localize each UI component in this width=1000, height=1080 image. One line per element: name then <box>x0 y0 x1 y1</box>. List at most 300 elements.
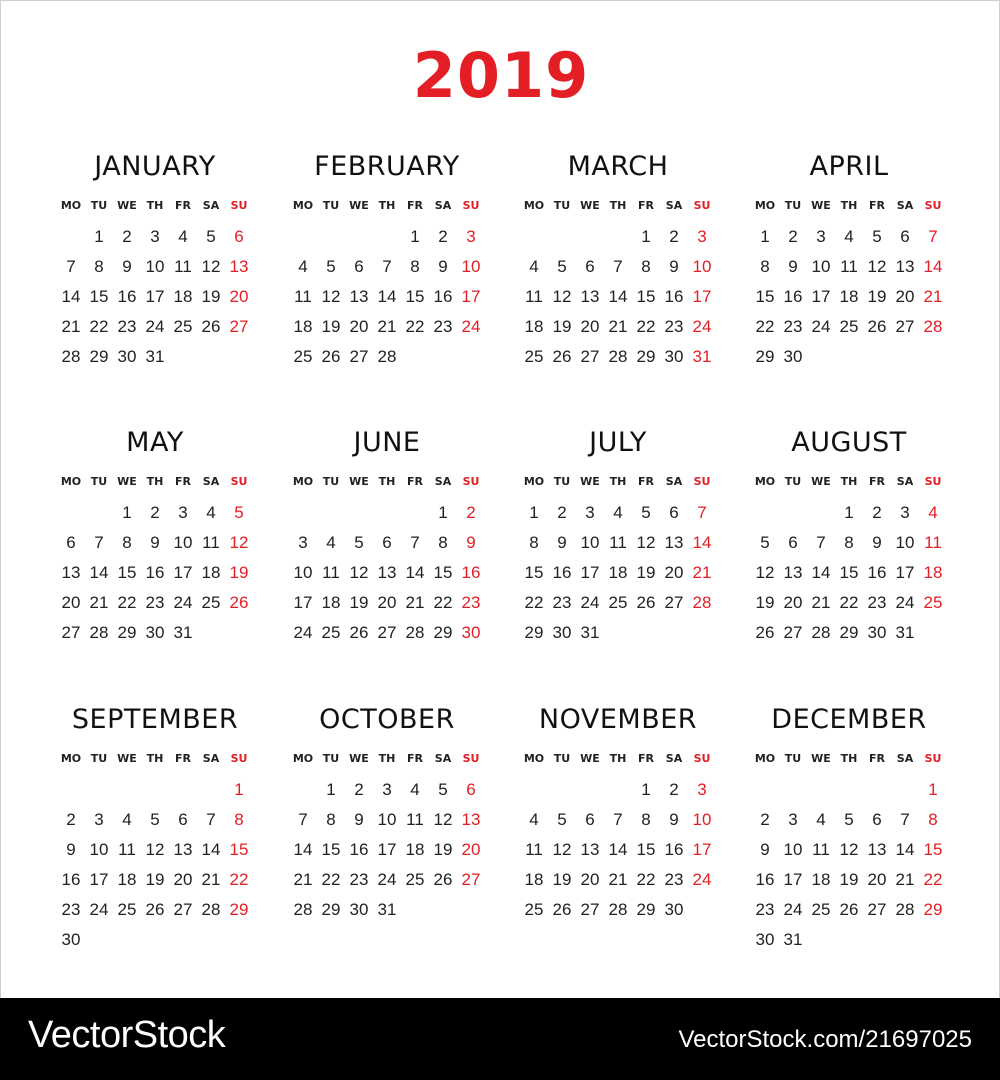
day-cell: 1 <box>760 227 770 246</box>
day-cell: 13 <box>61 563 81 582</box>
day-cell: 17 <box>461 287 481 306</box>
day-cell: 31 <box>783 930 803 949</box>
day-cell: 18 <box>321 593 341 612</box>
day-cell: 8 <box>410 257 420 276</box>
day-cell: 18 <box>117 870 137 889</box>
weekday-we: WE <box>117 474 137 488</box>
day-cell: 7 <box>928 227 938 246</box>
day-cell: 19 <box>552 870 572 889</box>
day-cell: 22 <box>433 593 453 612</box>
day-cell: 28 <box>89 623 109 642</box>
day-cell: 9 <box>788 257 798 276</box>
day-cell: 15 <box>636 287 656 306</box>
day-cell: 23 <box>867 593 887 612</box>
day-cell: 27 <box>664 593 684 612</box>
weekday-th: TH <box>609 474 627 488</box>
day-cell: 17 <box>173 563 193 582</box>
day-cell: 9 <box>66 840 76 859</box>
weekday-header <box>289 750 485 766</box>
day-cell: 12 <box>552 287 572 306</box>
day-cell: 17 <box>692 287 712 306</box>
day-cell: 30 <box>61 930 81 949</box>
day-cell: 14 <box>895 840 915 859</box>
day-cell: 15 <box>839 563 859 582</box>
day-cell: 19 <box>755 593 775 612</box>
day-cell: 31 <box>377 900 397 919</box>
day-cell: 19 <box>839 870 859 889</box>
month-name: AUGUST <box>791 427 907 458</box>
day-cell: 30 <box>664 347 684 366</box>
day-cell: 21 <box>692 563 712 582</box>
month-name: JUNE <box>353 427 421 458</box>
day-cell: 19 <box>229 563 249 582</box>
day-cell: 28 <box>61 347 81 366</box>
weekday-fr: FR <box>175 198 191 212</box>
week-row <box>520 282 716 312</box>
day-cell: 3 <box>697 780 707 799</box>
week-row <box>520 498 716 528</box>
weekday-we: WE <box>117 751 137 765</box>
day-cell: 17 <box>895 563 915 582</box>
week-row <box>751 498 947 528</box>
weekday-we: WE <box>580 198 600 212</box>
day-cell: 4 <box>529 810 539 829</box>
day-cell: 14 <box>201 840 221 859</box>
day-cell: 11 <box>609 533 627 552</box>
day-cell: 16 <box>664 287 684 306</box>
day-cell: 27 <box>229 317 249 336</box>
day-cell: 8 <box>641 257 651 276</box>
day-cell: 3 <box>585 503 595 522</box>
weekday-tu: TU <box>553 474 571 488</box>
day-cell: 6 <box>234 227 244 246</box>
day-cell: 12 <box>755 563 775 582</box>
weekday-mo: MO <box>523 751 545 765</box>
day-cell: 10 <box>692 257 712 276</box>
weekday-header <box>751 750 947 766</box>
day-cell: 26 <box>552 347 572 366</box>
day-cell: 16 <box>783 287 803 306</box>
weekday-header <box>289 473 485 489</box>
day-cell: 17 <box>293 593 313 612</box>
day-cell: 29 <box>923 900 943 919</box>
day-cell: 7 <box>382 257 392 276</box>
day-cell: 10 <box>293 563 313 582</box>
week-row <box>520 528 716 558</box>
day-cell: 15 <box>636 840 656 859</box>
day-cell: 29 <box>433 623 453 642</box>
day-cell: 12 <box>321 287 341 306</box>
week-row <box>751 588 947 618</box>
day-cell: 21 <box>61 317 81 336</box>
day-cell: 23 <box>664 870 684 889</box>
day-cell: 2 <box>669 227 679 246</box>
day-cell: 20 <box>580 870 600 889</box>
day-cell: 21 <box>608 317 628 336</box>
day-cell: 4 <box>122 810 132 829</box>
day-cell: 21 <box>811 593 831 612</box>
week-row <box>289 805 485 835</box>
weekday-header <box>520 197 716 213</box>
day-cell: 2 <box>669 780 679 799</box>
month-name: JANUARY <box>94 151 216 182</box>
day-cell: 10 <box>811 257 831 276</box>
day-cell: 13 <box>461 810 481 829</box>
month-name: MARCH <box>567 151 669 182</box>
weekday-header <box>751 473 947 489</box>
weekday-mo: MO <box>60 198 82 212</box>
weekday-mo: MO <box>292 751 314 765</box>
day-cell: 23 <box>349 870 369 889</box>
week-row <box>57 865 253 895</box>
day-cell: 19 <box>321 317 341 336</box>
week-row <box>520 558 716 588</box>
day-grid <box>520 750 716 925</box>
day-cell: 16 <box>145 563 165 582</box>
weekday-sa: SA <box>896 474 914 488</box>
day-cell: 16 <box>61 870 81 889</box>
day-cell: 29 <box>524 623 544 642</box>
weekday-su: SU <box>462 198 480 212</box>
day-cell: 5 <box>354 533 364 552</box>
day-cell: 21 <box>923 287 943 306</box>
day-cell: 6 <box>382 533 392 552</box>
day-cell: 16 <box>349 840 369 859</box>
day-cell: 4 <box>816 810 826 829</box>
day-cell: 15 <box>923 840 943 859</box>
day-cell: 8 <box>326 810 336 829</box>
day-cell: 10 <box>461 257 481 276</box>
weekday-sa: SA <box>434 474 452 488</box>
week-row <box>57 342 253 372</box>
weekday-sa: SA <box>434 198 452 212</box>
day-cell: 7 <box>94 533 104 552</box>
day-cell: 22 <box>755 317 775 336</box>
weekday-mo: MO <box>523 198 545 212</box>
week-row <box>289 312 485 342</box>
day-cell: 25 <box>811 900 831 919</box>
month-august <box>751 425 947 648</box>
image-id: VectorStock.com/21697025 <box>678 1026 972 1053</box>
week-row <box>289 282 485 312</box>
weekday-mo: MO <box>60 474 82 488</box>
day-cell: 4 <box>410 780 420 799</box>
day-cell: 30 <box>755 930 775 949</box>
weekday-fr: FR <box>638 751 654 765</box>
day-cell: 14 <box>608 287 628 306</box>
day-cell: 2 <box>354 780 364 799</box>
day-cell: 13 <box>783 563 803 582</box>
day-cell: 17 <box>580 563 600 582</box>
day-cell: 18 <box>608 563 628 582</box>
day-cell: 4 <box>613 503 623 522</box>
week-row <box>751 222 947 252</box>
day-cell: 14 <box>608 840 628 859</box>
day-cell: 23 <box>461 593 481 612</box>
day-cell: 7 <box>613 257 623 276</box>
week-row <box>751 925 947 955</box>
day-cell: 19 <box>201 287 221 306</box>
day-cell: 3 <box>178 503 188 522</box>
day-cell: 24 <box>811 317 831 336</box>
day-cell: 5 <box>760 533 770 552</box>
day-cell: 4 <box>928 503 938 522</box>
week-row <box>57 588 253 618</box>
brand-logo: VectorStock <box>28 1014 226 1056</box>
day-cell: 27 <box>349 347 369 366</box>
day-grid <box>57 197 253 372</box>
weekday-th: TH <box>840 751 858 765</box>
day-cell: 16 <box>461 563 481 582</box>
day-cell: 20 <box>461 840 481 859</box>
day-cell: 27 <box>895 317 915 336</box>
watermark-bar <box>0 998 1000 1080</box>
day-cell: 14 <box>405 563 425 582</box>
day-cell: 13 <box>867 840 887 859</box>
day-cell: 8 <box>641 810 651 829</box>
day-cell: 17 <box>89 870 109 889</box>
weekday-mo: MO <box>523 474 545 488</box>
week-row <box>520 252 716 282</box>
weekday-header <box>289 197 485 213</box>
day-cell: 12 <box>552 840 572 859</box>
week-row <box>520 588 716 618</box>
day-cell: 23 <box>783 317 803 336</box>
day-cell: 24 <box>89 900 109 919</box>
weekday-mo: MO <box>754 198 776 212</box>
day-cell: 22 <box>89 317 109 336</box>
day-cell: 2 <box>122 227 132 246</box>
weekday-fr: FR <box>638 474 654 488</box>
day-cell: 17 <box>145 287 165 306</box>
day-cell: 28 <box>923 317 943 336</box>
weekday-su: SU <box>693 751 711 765</box>
day-cell: 24 <box>173 593 193 612</box>
day-cell: 3 <box>466 227 476 246</box>
week-row <box>520 805 716 835</box>
month-december <box>751 702 947 955</box>
weekday-we: WE <box>580 474 600 488</box>
day-cell: 29 <box>636 900 656 919</box>
day-cell: 4 <box>844 227 854 246</box>
day-cell: 15 <box>229 840 249 859</box>
day-cell: 1 <box>326 780 336 799</box>
weekday-tu: TU <box>90 474 108 488</box>
day-cell: 14 <box>293 840 313 859</box>
day-cell: 27 <box>61 623 81 642</box>
week-row <box>520 865 716 895</box>
day-cell: 11 <box>406 810 424 829</box>
day-cell: 22 <box>117 593 137 612</box>
day-cell: 3 <box>298 533 308 552</box>
weekday-header <box>520 473 716 489</box>
day-cell: 30 <box>349 900 369 919</box>
day-cell: 24 <box>377 870 397 889</box>
day-cell: 12 <box>145 840 165 859</box>
day-cell: 29 <box>839 623 859 642</box>
day-cell: 14 <box>811 563 831 582</box>
day-cell: 24 <box>580 593 600 612</box>
day-cell: 27 <box>783 623 803 642</box>
day-cell: 30 <box>867 623 887 642</box>
day-cell: 23 <box>664 317 684 336</box>
month-name: FEBRUARY <box>314 151 460 182</box>
day-cell: 24 <box>145 317 165 336</box>
week-row <box>289 558 485 588</box>
day-cell: 25 <box>839 317 859 336</box>
day-cell: 3 <box>788 810 798 829</box>
day-cell: 7 <box>900 810 910 829</box>
week-row <box>520 312 716 342</box>
day-cell: 22 <box>839 593 859 612</box>
day-cell: 1 <box>928 780 938 799</box>
month-may <box>57 425 253 648</box>
day-cell: 6 <box>66 533 76 552</box>
weekday-su: SU <box>693 198 711 212</box>
day-cell: 20 <box>173 870 193 889</box>
week-row <box>289 222 485 252</box>
day-cell: 9 <box>872 533 882 552</box>
weekday-we: WE <box>349 198 369 212</box>
weekday-fr: FR <box>869 474 885 488</box>
day-cell: 13 <box>580 287 600 306</box>
month-september <box>57 702 253 955</box>
day-cell: 25 <box>923 593 943 612</box>
weekday-mo: MO <box>754 751 776 765</box>
week-row <box>751 895 947 925</box>
day-cell: 10 <box>580 533 600 552</box>
day-cell: 28 <box>377 347 397 366</box>
weekday-su: SU <box>924 474 942 488</box>
day-cell: 21 <box>608 870 628 889</box>
day-cell: 6 <box>585 810 595 829</box>
day-cell: 17 <box>811 287 831 306</box>
day-cell: 23 <box>145 593 165 612</box>
day-cell: 21 <box>293 870 313 889</box>
month-name: MAY <box>126 427 184 458</box>
day-cell: 30 <box>117 347 137 366</box>
day-cell: 16 <box>117 287 137 306</box>
day-cell: 13 <box>229 257 249 276</box>
weekday-su: SU <box>462 474 480 488</box>
day-cell: 15 <box>524 563 544 582</box>
weekday-we: WE <box>811 198 831 212</box>
weekday-tu: TU <box>784 751 802 765</box>
day-cell: 22 <box>636 870 656 889</box>
day-cell: 30 <box>783 347 803 366</box>
weekday-tu: TU <box>784 474 802 488</box>
day-cell: 26 <box>636 593 656 612</box>
day-cell: 26 <box>867 317 887 336</box>
day-cell: 12 <box>867 257 887 276</box>
day-cell: 13 <box>664 533 684 552</box>
day-cell: 7 <box>816 533 826 552</box>
day-cell: 31 <box>580 623 600 642</box>
weekday-mo: MO <box>292 198 314 212</box>
day-cell: 6 <box>669 503 679 522</box>
day-grid <box>751 197 947 372</box>
weekday-sa: SA <box>202 198 220 212</box>
weekday-fr: FR <box>869 751 885 765</box>
day-cell: 16 <box>867 563 887 582</box>
day-cell: 1 <box>234 780 244 799</box>
day-cell: 5 <box>150 810 160 829</box>
week-row <box>57 558 253 588</box>
weekday-su: SU <box>230 474 248 488</box>
weekday-header <box>751 197 947 213</box>
week-row <box>57 528 253 558</box>
weekday-header <box>57 473 253 489</box>
day-cell: 27 <box>867 900 887 919</box>
day-cell: 14 <box>692 533 712 552</box>
day-cell: 25 <box>117 900 137 919</box>
day-cell: 11 <box>840 257 858 276</box>
day-cell: 12 <box>229 533 249 552</box>
weekday-tu: TU <box>322 198 340 212</box>
day-cell: 27 <box>461 870 481 889</box>
day-cell: 23 <box>61 900 81 919</box>
day-cell: 1 <box>641 227 651 246</box>
day-cell: 5 <box>557 257 567 276</box>
day-cell: 3 <box>697 227 707 246</box>
day-cell: 7 <box>697 503 707 522</box>
day-cell: 23 <box>117 317 137 336</box>
year-title: 2019 <box>412 39 590 112</box>
weekday-su: SU <box>924 198 942 212</box>
day-cell: 9 <box>669 257 679 276</box>
day-cell: 25 <box>321 623 341 642</box>
week-row <box>289 252 485 282</box>
day-cell: 2 <box>438 227 448 246</box>
day-cell: 18 <box>923 563 943 582</box>
weekday-sa: SA <box>665 198 683 212</box>
day-cell: 4 <box>298 257 308 276</box>
day-cell: 28 <box>293 900 313 919</box>
weekday-fr: FR <box>407 751 423 765</box>
weekday-th: TH <box>609 751 627 765</box>
weekday-su: SU <box>693 474 711 488</box>
day-cell: 20 <box>580 317 600 336</box>
day-cell: 9 <box>354 810 364 829</box>
day-grid <box>520 197 716 372</box>
month-march <box>520 149 716 372</box>
week-row <box>520 342 716 372</box>
weekday-sa: SA <box>665 474 683 488</box>
day-cell: 1 <box>122 503 132 522</box>
month-january <box>57 149 253 372</box>
week-row <box>520 618 716 648</box>
week-row <box>751 865 947 895</box>
month-name: DECEMBER <box>771 704 927 735</box>
month-name: JULY <box>589 427 647 458</box>
weekday-fr: FR <box>407 474 423 488</box>
day-cell: 9 <box>557 533 567 552</box>
day-cell: 11 <box>924 533 942 552</box>
day-cell: 20 <box>664 563 684 582</box>
week-row <box>751 282 947 312</box>
day-cell: 31 <box>145 347 165 366</box>
day-cell: 15 <box>89 287 109 306</box>
day-cell: 15 <box>117 563 137 582</box>
day-cell: 20 <box>783 593 803 612</box>
day-cell: 12 <box>839 840 859 859</box>
day-cell: 13 <box>377 563 397 582</box>
weekday-we: WE <box>811 474 831 488</box>
day-cell: 18 <box>811 870 831 889</box>
day-cell: 16 <box>664 840 684 859</box>
day-cell: 21 <box>89 593 109 612</box>
week-row <box>751 835 947 865</box>
